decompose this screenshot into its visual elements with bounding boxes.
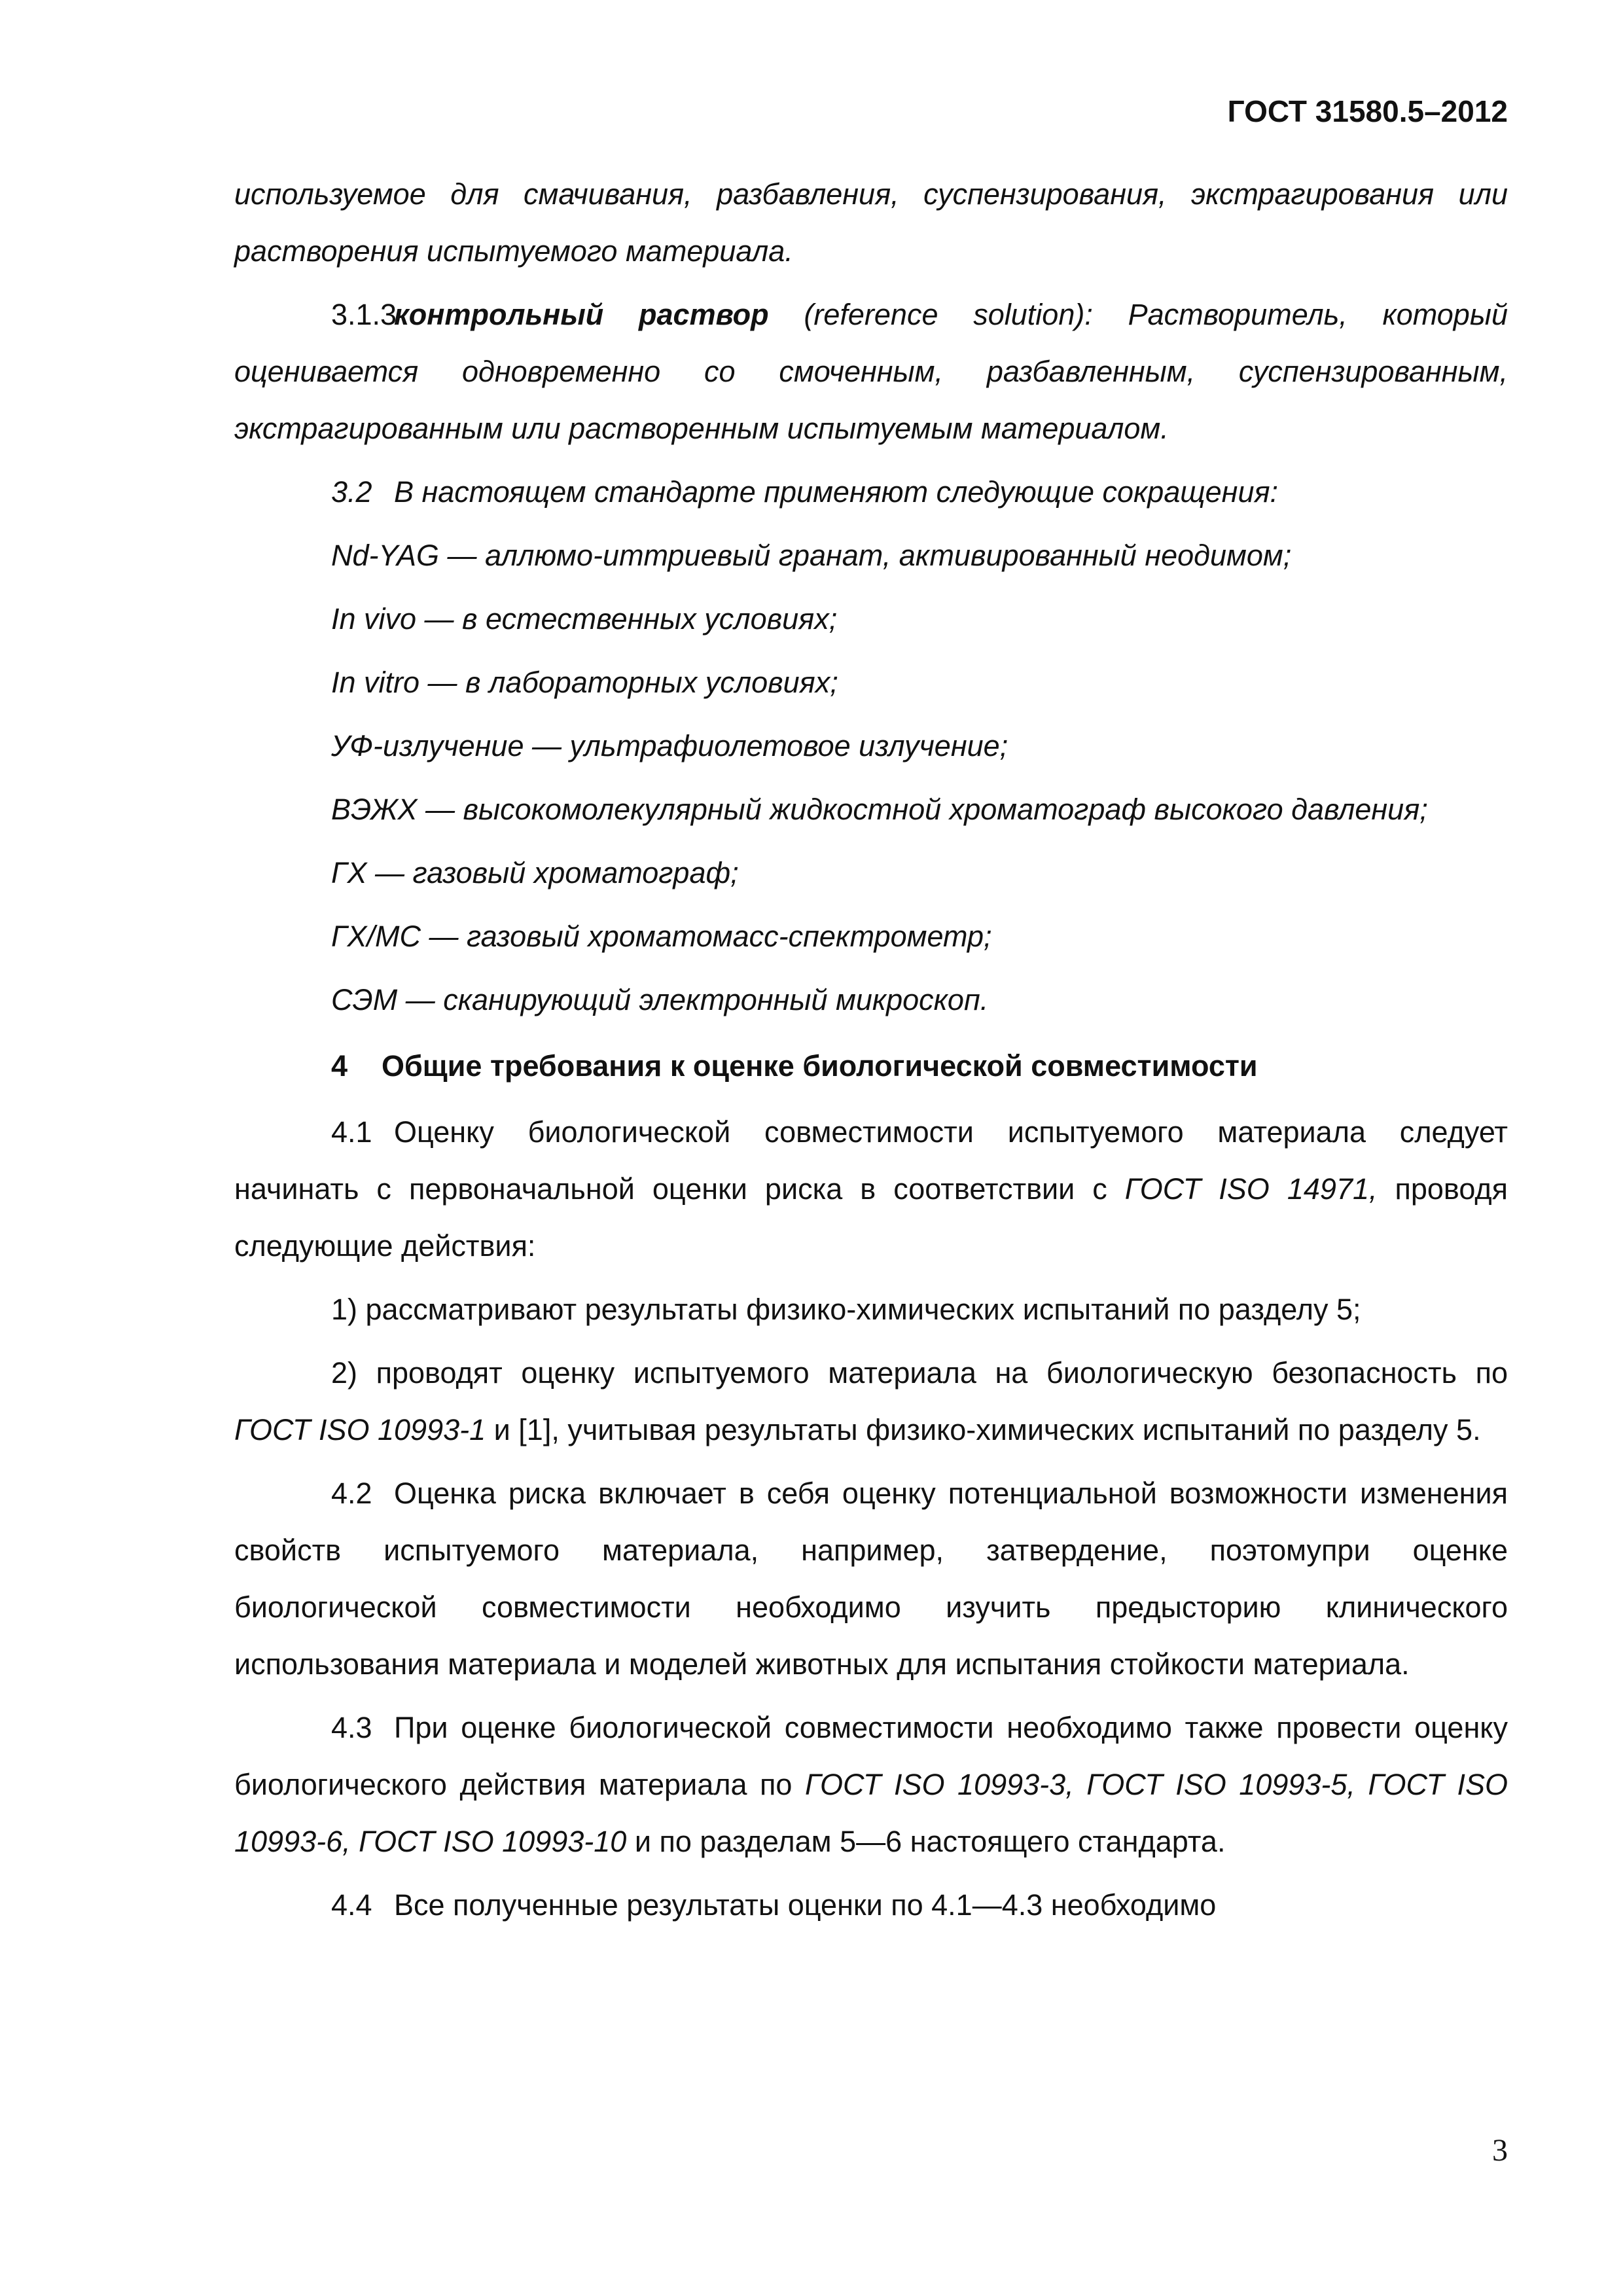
- list-text: рассматривают результаты физико-химических испытаний по разделу 5;: [365, 1293, 1361, 1326]
- clause-text: В настоящем стандарте применяют следующие сокращения:: [394, 475, 1279, 509]
- clause-4-1: [234, 1103, 1508, 1274]
- clause-text: и по разделам 5—6 настоящего стандарта.: [626, 1825, 1226, 1858]
- clause-text: При оценке биологической совместимости необходимо также провести оценку биологического действия материала по: [234, 1711, 1508, 1801]
- continued-definition-text: используемое для смачивания, разбавления, суспензирования, экстрагирования или растворения испытуемого материала.: [234, 177, 1508, 268]
- list-item-1: [234, 1281, 1508, 1338]
- abbreviation-item: СЭМ — сканирующий электронный микроскоп.: [331, 983, 989, 1016]
- abbreviation-item: ГХ/МС — газовый хроматомасс-спектрометр;: [331, 920, 992, 953]
- standard-reference: ГОСТ ISO 10993-1: [234, 1413, 486, 1446]
- clause-number: 3.1.3: [331, 298, 397, 331]
- section-number: 4: [331, 1049, 348, 1083]
- abbreviation-item: Nd-YAG — аллюмо-иттриевый гранат, активированный неодимом;: [331, 539, 1292, 572]
- clause-4-2: [234, 1465, 1508, 1693]
- abbreviation-item: In vitro — в лабораторных условиях;: [331, 666, 838, 699]
- clause-number: 3.2: [331, 475, 372, 509]
- clause-text: Оценку биологической совместимости испытуемого материала следует начинать с первоначальной оценки риска в соответствии с: [234, 1115, 1508, 1206]
- page-number: 3: [1492, 2133, 1508, 2168]
- list-text: и [1], учитывая результаты физико-химических испытаний по разделу 5.: [486, 1413, 1481, 1446]
- clause-number: 4.3: [331, 1711, 372, 1744]
- clause-4-4: [234, 1876, 1508, 1933]
- clause-text: Все полученные результаты оценки по 4.1—4.3 необходимо: [394, 1888, 1217, 1922]
- standard-references: ГОСТ ISO 10993-3, ГОСТ ISO 10993-5, ГОСТ ISO 10993-6, ГОСТ ISO 10993-10: [234, 1768, 1508, 1858]
- term-reference-solution: контрольный раствор: [394, 298, 769, 331]
- list-number: 2): [331, 1356, 358, 1390]
- clause-text: проводя следующие действия:: [234, 1172, 1508, 1263]
- list-number: 1): [331, 1293, 358, 1326]
- section-4-heading: [331, 1037, 1508, 1094]
- clause-number: 4.4: [331, 1888, 372, 1922]
- abbreviation-item: ВЭЖХ — высокомолекулярный жидкостной хроматограф высокого давления;: [331, 793, 1428, 826]
- standard-reference: ГОСТ ISO 14971,: [1124, 1172, 1378, 1206]
- list-item-2: [234, 1344, 1508, 1458]
- section-title: Общие требования к оценке биологической совместимости: [382, 1049, 1258, 1083]
- clause-4-3: [234, 1699, 1508, 1870]
- abbreviation-item: УФ-излучение — ультрафиолетовое излучение;: [331, 729, 1008, 762]
- clause-number: 4.1: [331, 1115, 372, 1149]
- clause-text: Оценка риска включает в себя оценку потенциальной возможности изменения свойств испытуемого материала, например, затвердение, поэтомупри оценке биологической совместимости необходимо изучить предысторию клинического использования материала и моделей животных для испытания стойкости материала.: [234, 1477, 1508, 1681]
- term-definition-text: (reference solution): Растворитель, который оценивается одновременно со смоченным, разбавленным, суспензированным, экстрагированным или растворенным испытуемым материалом.: [234, 298, 1508, 445]
- clause-number: 4.2: [331, 1477, 372, 1510]
- clause-3-1-3: [234, 286, 1508, 457]
- list-text: проводят оценку испытуемого материала на биологическую безопасность по: [376, 1356, 1508, 1390]
- document-code-header: ГОСТ 31580.5–2012: [1227, 94, 1508, 128]
- abbreviation-item: ГХ — газовый хроматограф;: [331, 856, 739, 889]
- abbreviation-item: In vivo — в естественных условиях;: [331, 602, 838, 636]
- document-body: [234, 166, 1508, 1933]
- clause-3-2: [234, 463, 1508, 520]
